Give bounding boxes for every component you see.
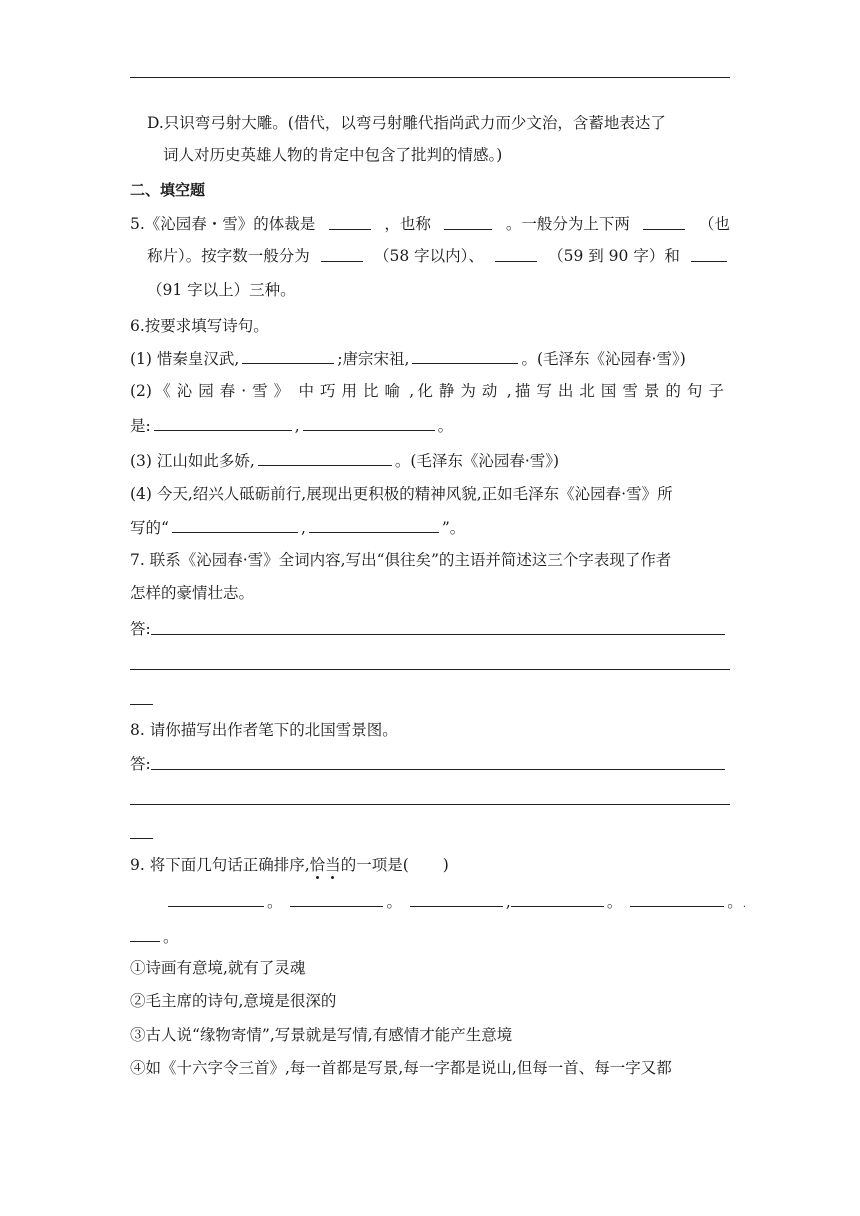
q5-blank-long[interactable] [691, 245, 727, 262]
q5-line3: （91 字以上）三种。 [147, 281, 296, 299]
q9-sequence-blanks: 。 。 , 。 。. [168, 890, 730, 916]
q5-blank-medium[interactable] [495, 245, 537, 262]
q8-line1: 8. 请你描写出作者笔下的北国雪景图。 [130, 721, 398, 739]
q8-answer-line3[interactable] [130, 838, 153, 839]
q6-item4-line1: (4) 今天,绍兴人砥砺前行,展现出更积极的精神风貌,正如毛泽东《沁园春·雪》所 [130, 485, 673, 503]
q8-answer-line1[interactable] [151, 769, 725, 770]
q7-answer-line3[interactable] [130, 704, 153, 705]
q9-seq-blank-6[interactable] [130, 925, 160, 942]
choice-d-line1: D.只识弯弓射大雕。(借代，以弯弓射雕代指尚武力而少文治，含蓄地表达了 [147, 114, 666, 132]
emphasis-char-1: 恰 [309, 856, 326, 874]
q6-item4-line2: 写的“ , ”。 [130, 516, 730, 539]
q6-item2-blank-b[interactable] [303, 414, 435, 431]
section-title: 二、填空题 [130, 181, 206, 199]
q7-answer-label: 答: [130, 620, 151, 638]
q6-item2-blank-a[interactable] [154, 414, 292, 431]
q5-blank-parts[interactable] [643, 213, 685, 230]
q6-item1-blank-b[interactable] [412, 347, 518, 364]
q7-answer-line2[interactable] [130, 669, 730, 670]
q9-line1: 9. 将下面几句话正确排序,恰当的一项是( ) [130, 856, 449, 874]
emphasis-char-2: 当 [325, 856, 341, 874]
q7-line2: 怎样的豪情壮志。 [130, 584, 255, 602]
q6-item3-blank[interactable] [258, 449, 392, 466]
q9-option-1: ①诗画有意境,就有了灵魂 [130, 959, 306, 977]
q5-line1: 5.《沁园春・雪》的体裁是 ，也称 。一般分为上下两 （也 [130, 215, 730, 233]
q9-seq-tail: 。 [130, 925, 730, 948]
q7-line1: 7. 联系《沁园春·雪》全词内容,写出“俱往矣”的主语并简述这三个字表现了作者 [130, 551, 672, 569]
q5-line2: 称片）。按字数一般分为 （58 字以内）、 （59 到 90 字）和 [147, 245, 730, 267]
q5-blank-short[interactable] [321, 245, 363, 262]
q5-blank-genre[interactable] [329, 213, 371, 230]
q9-seq-blank-2[interactable] [290, 890, 383, 907]
q9-option-3: ③古人说“缘物寄情”,写景就是写情,有感情才能产生意境 [130, 1026, 513, 1044]
q5-blank-alias[interactable] [444, 213, 492, 230]
q6-item4-blank-a[interactable] [172, 516, 298, 533]
q9-option-2: ②毛主席的诗句,意境是很深的 [130, 992, 337, 1010]
q9-seq-blank-4[interactable] [511, 890, 604, 907]
q8-answer-label: 答: [130, 755, 151, 773]
q9-seq-blank-3[interactable] [410, 890, 503, 907]
q6-item2-line2: 是: , 。 [130, 414, 730, 437]
q7-answer-line1[interactable] [151, 634, 725, 635]
q6-item1: (1) 惜秦皇汉武, ;唐宗宋祖, 。(毛泽东《沁园春·雪》) [130, 347, 730, 370]
q6-item3: (3) 江山如此多娇, 。(毛泽东《沁园春·雪》) [130, 449, 730, 472]
q9-option-4: ④如《十六字令三首》,每一首都是写景,每一字都是说山,但每一首、每一字又都 [130, 1059, 672, 1077]
q9-seq-blank-5[interactable] [630, 890, 724, 907]
q9-seq-blank-1[interactable] [168, 890, 264, 907]
q6-item1-blank-a[interactable] [242, 347, 334, 364]
q6-item2-line1: (2) 《沁园春·雪》 中巧用比喻 , 化静为动 , 描写出北国雪景的句子 [130, 382, 730, 400]
choice-d-line2: 词人对历史英雄人物的肯定中包含了批判的情感。) [163, 146, 503, 164]
q6-title: 6.按要求填写诗句。 [130, 317, 269, 335]
header-rule [130, 77, 730, 78]
q6-item4-blank-b[interactable] [309, 516, 439, 533]
q8-answer-line2[interactable] [130, 804, 730, 805]
